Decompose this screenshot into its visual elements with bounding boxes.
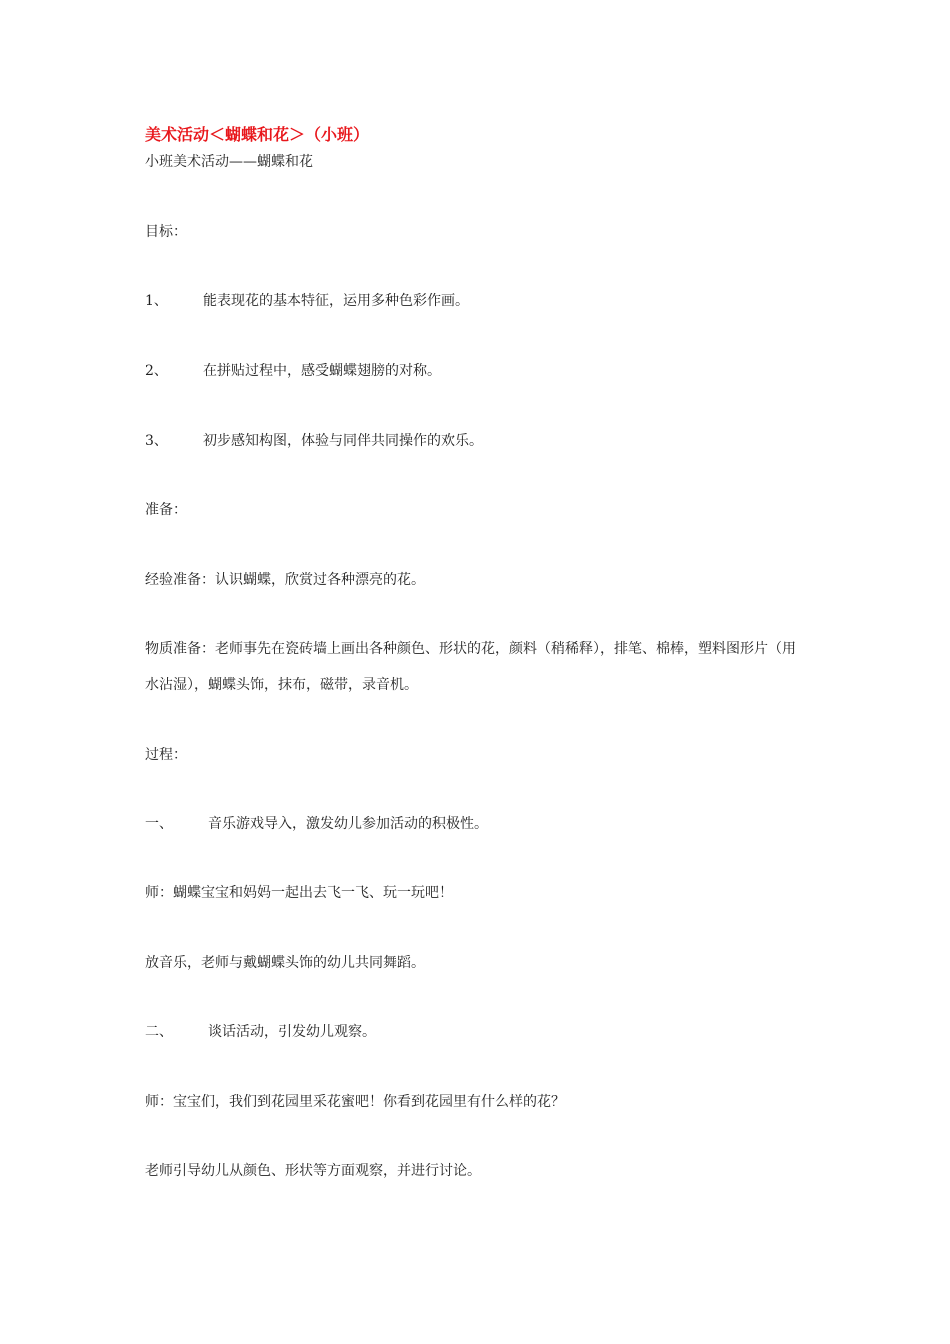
document-subtitle: 小班美术活动——蝴蝶和花 xyxy=(145,154,313,170)
goal-text: 初步感知构图，体验与同伴共同操作的欢乐。 xyxy=(203,433,483,449)
prep-material: 物质准备：老师事先在瓷砖墙上画出各种颜色、形状的花，颜料（稍稀释），排笔、棉棒，塑料图形片（用水沾湿），蝴蝶头饰，抹布，磁带，录音机。 xyxy=(145,641,796,693)
goal-number: 1、 xyxy=(145,293,168,309)
step2-action-line: 老师引导幼儿从颜色、形状等方面观察，并进行讨论。 xyxy=(145,1163,481,1179)
step-number: 二、 xyxy=(145,1024,173,1040)
goal-number: 2、 xyxy=(145,363,168,379)
step1-teacher-line: 师：蝴蝶宝宝和妈妈一起出去飞一飞、玩一玩吧！ xyxy=(145,885,453,901)
process-heading: 过程： xyxy=(145,747,187,763)
goal-number: 3、 xyxy=(145,433,168,449)
prep-heading: 准备： xyxy=(145,502,187,518)
step-text: 音乐游戏导入，激发幼儿参加活动的积极性。 xyxy=(208,816,488,832)
goals-heading: 目标： xyxy=(145,224,187,240)
step-text: 谈话活动，引发幼儿观察。 xyxy=(208,1024,376,1040)
step-number: 一、 xyxy=(145,816,173,832)
step1-action-line: 放音乐，老师与戴蝴蝶头饰的幼儿共同舞蹈。 xyxy=(145,955,425,971)
goal-text: 能表现花的基本特征，运用多种色彩作画。 xyxy=(203,293,469,309)
document-title: 美术活动＜蝴蝶和花＞（小班） xyxy=(145,125,370,144)
goal-text: 在拼贴过程中，感受蝴蝶翅膀的对称。 xyxy=(203,363,441,379)
prep-experience: 经验准备：认识蝴蝶，欣赏过各种漂亮的花。 xyxy=(145,572,425,588)
step2-teacher-line: 师：宝宝们，我们到花园里采花蜜吧！你看到花园里有什么样的花？ xyxy=(145,1094,565,1110)
